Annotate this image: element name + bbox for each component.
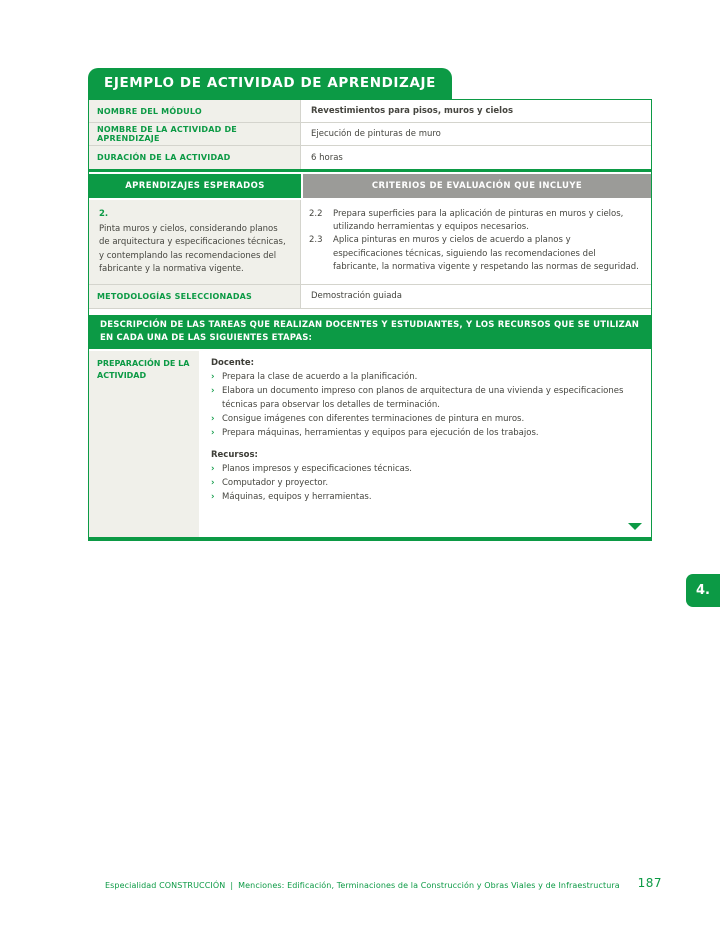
criterion-number: 2.2 bbox=[309, 209, 323, 219]
methodology-row bbox=[89, 285, 651, 309]
criteria-cell bbox=[301, 200, 651, 284]
chevron-bullet-icon: › bbox=[211, 427, 215, 438]
chevron-bullet-icon: › bbox=[211, 413, 215, 424]
evaluation-criteria-header: CRITERIOS DE EVALUACIÓN QUE INCLUYE bbox=[303, 174, 651, 198]
expected-learning-header: APRENDIZAJES ESPERADOS bbox=[89, 174, 301, 198]
list-item-text: Planos impresos y especificaciones técnicas. bbox=[222, 464, 413, 475]
duration-label: DURACIÓN DE LA ACTIVIDAD bbox=[89, 146, 301, 169]
expected-learning-cell bbox=[89, 200, 301, 284]
page-title: EJEMPLO DE ACTIVIDAD DE APRENDIZAJE bbox=[88, 68, 452, 99]
table-row bbox=[89, 100, 651, 123]
list-item-text: Computador y proyector. bbox=[222, 478, 329, 489]
recursos-section bbox=[211, 450, 639, 505]
list-item bbox=[211, 463, 639, 476]
list-item bbox=[211, 491, 639, 504]
chevron-bullet-icon: › bbox=[211, 464, 215, 475]
list-item bbox=[211, 427, 639, 440]
activity-sheet bbox=[88, 68, 652, 541]
page-footer bbox=[105, 876, 662, 890]
preparation-row bbox=[89, 351, 651, 537]
activity-table bbox=[88, 99, 652, 541]
table-header-row bbox=[89, 174, 651, 198]
preparation-stage-label: PREPARACIÓN DE LA ACTIVIDAD bbox=[89, 351, 199, 537]
chapter-tab: 4. bbox=[686, 574, 720, 607]
footer-mentions: Menciones: Edificación, Terminaciones de la Construcción y Obras Viales y de Infraestructura bbox=[238, 881, 620, 890]
tasks-description-banner: DESCRIPCIÓN DE LAS TAREAS QUE REALIZAN DOCENTES Y ESTUDIANTES, Y LOS RECURSOS QUE SE UTILIZAN EN CADA UNA DE LAS SIGUIENTES ETAPAS: bbox=[89, 315, 651, 349]
preparation-content bbox=[199, 351, 651, 537]
module-name-value: Revestimientos para pisos, muros y cielos bbox=[301, 100, 651, 122]
chevron-bullet-icon: › bbox=[211, 386, 215, 397]
docente-section-title: Docente: bbox=[211, 358, 254, 369]
chevron-bullet-icon: › bbox=[211, 492, 215, 503]
list-item-text: Prepara máquinas, herramientas y equipos para ejecución de los trabajos. bbox=[222, 427, 539, 438]
list-item bbox=[211, 477, 639, 490]
methodology-label: METODOLOGÍAS SELECCIONADAS bbox=[89, 285, 301, 308]
criterion-text: Prepara superficies para la aplicación de pinturas en muros y cielos, utilizando herramientas y equipos necesarios. bbox=[333, 209, 624, 233]
criterion-number: 2.3 bbox=[309, 235, 323, 246]
expected-learning-text: Pinta muros y cielos, considerando planos de arquitectura y especificaciones técnicas, y contemplando las recomendaciones del fabricante y la normativa vigente. bbox=[99, 224, 286, 274]
criterion-item bbox=[309, 208, 641, 234]
footer-separator: | bbox=[230, 881, 234, 890]
footer-specialty: Especialidad CONSTRUCCIÓN bbox=[105, 881, 226, 890]
page-number: 187 bbox=[637, 876, 662, 890]
learning-content-row bbox=[89, 200, 651, 285]
list-item-text: Máquinas, equipos y herramientas. bbox=[222, 492, 372, 503]
methodology-value: Demostración guiada bbox=[301, 285, 651, 308]
chevron-bullet-icon: › bbox=[211, 478, 215, 489]
criterion-text: Aplica pinturas en muros y cielos de acuerdo a planos y especificaciones técnicas, siguiendo las recomendaciones del fabricante, la normativa vigente y respetando las normas de seguridad. bbox=[333, 235, 639, 272]
list-item bbox=[211, 371, 639, 384]
list-item-text: Prepara la clase de acuerdo a la planificación. bbox=[222, 372, 418, 383]
list-item-text: Consigue imágenes con diferentes terminaciones de pintura en muros. bbox=[222, 413, 525, 424]
criterion-item bbox=[309, 234, 641, 274]
expected-learning-number: 2. bbox=[99, 209, 109, 219]
activity-name-label: NOMBRE DE LA ACTIVIDAD DE APRENDIZAJE bbox=[89, 123, 301, 145]
chevron-bullet-icon: › bbox=[211, 372, 215, 383]
module-name-label: NOMBRE DEL MÓDULO bbox=[89, 100, 301, 122]
continuation-arrow-icon bbox=[628, 523, 642, 530]
table-row bbox=[89, 146, 651, 169]
list-item-text: Elabora un documento impreso con planos de arquitectura de una vivienda y especificaciones técnicas para observar los detalles de terminación. bbox=[222, 386, 624, 410]
duration-value: 6 horas bbox=[301, 146, 651, 169]
list-item bbox=[211, 413, 639, 426]
recursos-section-title: Recursos: bbox=[211, 450, 258, 461]
activity-name-value: Ejecución de pinturas de muro bbox=[301, 123, 651, 145]
table-row bbox=[89, 123, 651, 146]
list-item bbox=[211, 385, 639, 411]
